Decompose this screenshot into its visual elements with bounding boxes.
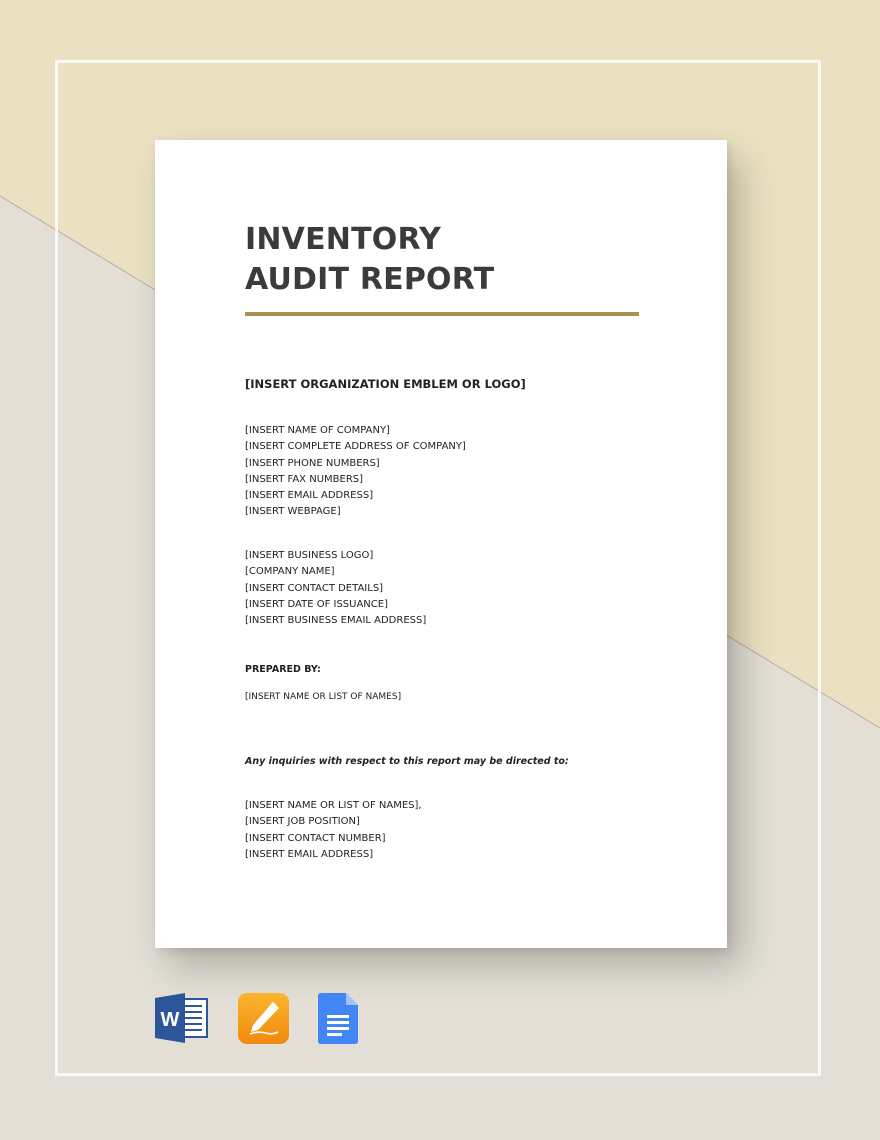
contact-names-line: [INSERT NAME OR LIST OF NAMES], bbox=[245, 800, 422, 811]
company-phone-line: [INSERT PHONE NUMBERS] bbox=[245, 457, 380, 469]
prepared-by-names: [INSERT NAME OR LIST OF NAMES] bbox=[245, 692, 402, 702]
prepared-by-label: PREPARED BY: bbox=[245, 664, 321, 675]
contact-details-block bbox=[245, 798, 422, 863]
company-fax-line: [INSERT FAX NUMBERS] bbox=[245, 473, 364, 485]
business-date-line: [INSERT DATE OF ISSUANCE] bbox=[245, 598, 388, 610]
microsoft-word-icon[interactable] bbox=[155, 993, 209, 1043]
company-name-line: [INSERT NAME OF COMPANY] bbox=[245, 425, 390, 436]
document-page bbox=[155, 140, 727, 948]
contact-position-line: [INSERT JOB POSITION] bbox=[245, 816, 360, 828]
title-line-1: INVENTORY bbox=[245, 222, 442, 257]
word-icon-letter: W bbox=[160, 1009, 180, 1031]
apple-pages-icon[interactable] bbox=[238, 993, 289, 1044]
business-email-line: [INSERT BUSINESS EMAIL ADDRESS] bbox=[245, 615, 427, 627]
contact-number-line: [INSERT CONTACT NUMBER] bbox=[245, 832, 386, 844]
document-title bbox=[245, 220, 494, 300]
title-line-2: AUDIT REPORT bbox=[245, 262, 495, 297]
emblem-placeholder: [INSERT ORGANIZATION EMBLEM OR LOGO] bbox=[245, 377, 526, 391]
business-company-line: [COMPANY NAME] bbox=[245, 566, 335, 578]
company-email-line: [INSERT EMAIL ADDRESS] bbox=[245, 490, 374, 502]
business-contact-line: [INSERT CONTACT DETAILS] bbox=[245, 582, 384, 594]
business-details-block bbox=[245, 548, 426, 629]
title-divider bbox=[245, 312, 639, 316]
company-address-line: [INSERT COMPLETE ADDRESS OF COMPANY] bbox=[245, 441, 466, 453]
google-docs-icon[interactable] bbox=[318, 993, 358, 1044]
contact-email-line: [INSERT EMAIL ADDRESS] bbox=[245, 848, 374, 860]
company-details-block bbox=[245, 423, 466, 521]
business-logo-line: [INSERT BUSINESS LOGO] bbox=[245, 550, 374, 561]
inquiries-note: Any inquiries with respect to this report may be directed to: bbox=[245, 756, 569, 767]
company-webpage-line: [INSERT WEBPAGE] bbox=[245, 506, 341, 518]
